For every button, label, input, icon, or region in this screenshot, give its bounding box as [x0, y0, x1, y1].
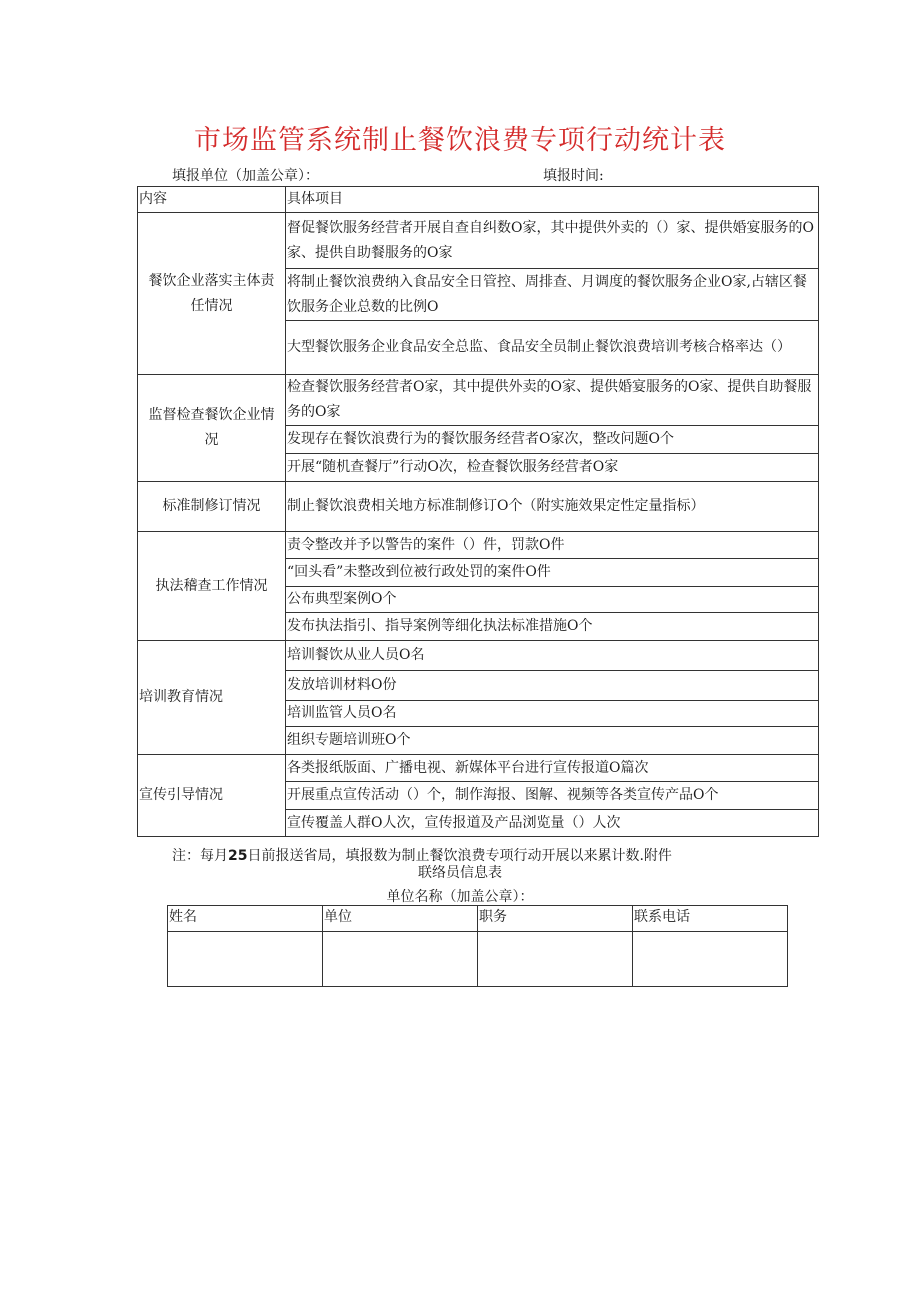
filler-unit-label: 填报单位（加盖公章）：: [172, 168, 319, 184]
item-cell: 大型餐饮服务企业食品安全总监、食品安全员制止餐饮浪费培训考核合格率达（）: [286, 321, 819, 375]
contact-header-unit: 单位: [323, 906, 478, 932]
item-cell: 公布典型案例O个: [286, 587, 819, 613]
table-row: [138, 375, 819, 426]
statistics-table: [137, 186, 819, 837]
item-cell: 发现存在餐饮浪费行为的餐饮服务经营者O家次，整改问题O个: [286, 426, 819, 454]
item-cell: 各类报纸版面、广播电视、新媒体平台进行宣传报道O篇次: [286, 755, 819, 782]
contact-phone-cell[interactable]: [633, 932, 788, 987]
table-row: [138, 755, 819, 782]
item-cell: 发布执法指引、指导案例等细化执法标准措施O个: [286, 613, 819, 641]
contact-position-cell[interactable]: [478, 932, 633, 987]
contact-title: 联络员信息表: [418, 865, 502, 881]
table-row: [138, 532, 819, 559]
category-cell: 宣传引导情况: [138, 755, 286, 837]
contact-empty-row: [168, 932, 788, 987]
contact-header-name: 姓名: [168, 906, 323, 932]
footnote-day: 25: [228, 848, 248, 864]
contact-header-row: [168, 906, 788, 932]
table-row: [138, 482, 819, 532]
contact-name-cell[interactable]: [168, 932, 323, 987]
page-title: 市场监管系统制止餐饮浪费专项行动统计表: [194, 125, 726, 156]
category-cell: 餐饮企业落实主体责任情况: [138, 213, 286, 375]
item-cell: 组织专题培训班O个: [286, 727, 819, 755]
category-cell: 标准制修订情况: [138, 482, 286, 532]
table-row: [138, 641, 819, 671]
contact-header-position: 职务: [478, 906, 633, 932]
footnote-suffix: 日前报送省局，填报数为制止餐饮浪费专项行动开展以来累计数.附件: [247, 848, 672, 864]
contact-header-phone: 联系电话: [633, 906, 788, 932]
category-cell: 执法稽查工作情况: [138, 532, 286, 641]
item-cell: 责令整改并予以警告的案件（）件，罚款O件: [286, 532, 819, 559]
contact-table: [167, 905, 788, 987]
item-cell: 开展“随机查餐厅”行动O次，检查餐饮服务经营者O家: [286, 454, 819, 482]
contact-unit-label: 单位名称（加盖公章）：: [386, 889, 534, 905]
item-cell: 开展重点宣传活动（）个，制作海报、图解、视频等各类宣传产品O个: [286, 782, 819, 810]
item-cell: 宣传覆盖人群O人次，宣传报道及产品浏览量（）人次: [286, 810, 819, 837]
item-cell: 培训餐饮从业人员O名: [286, 641, 819, 671]
category-cell: 监督检查餐饮企业情况: [138, 375, 286, 482]
table-header-row: [138, 187, 819, 213]
item-cell: 将制止餐饮浪费纳入食品安全日管控、周排查、月调度的餐饮服务企业O家,占辖区餐饮服务企业总数的比例O: [286, 269, 819, 321]
item-cell: 发放培训材料O份: [286, 671, 819, 701]
item-cell: “回头看”未整改到位被行政处罚的案件O件: [286, 559, 819, 587]
table-row: [138, 213, 819, 269]
header-items: 具体项目: [286, 187, 819, 213]
filler-time-label: 填报时间:: [543, 168, 604, 184]
category-cell: 培训教育情况: [138, 641, 286, 755]
footnote-prefix: 注：每月: [172, 848, 228, 864]
header-content: 内容: [138, 187, 286, 213]
item-cell: 检查餐饮服务经营者O家，其中提供外卖的O家、提供婚宴服务的O家、提供自助餐服务的O家: [286, 375, 819, 426]
contact-unit-cell[interactable]: [323, 932, 478, 987]
item-cell: 培训监管人员O名: [286, 701, 819, 727]
item-cell: 制止餐饮浪费相关地方标准制修订O个（附实施效果定性定量指标）: [286, 482, 819, 532]
item-cell: 督促餐饮服务经营者开展自查自纠数O家，其中提供外卖的（）家、提供婚宴服务的O家、提供自助餐服务的O家: [286, 213, 819, 269]
